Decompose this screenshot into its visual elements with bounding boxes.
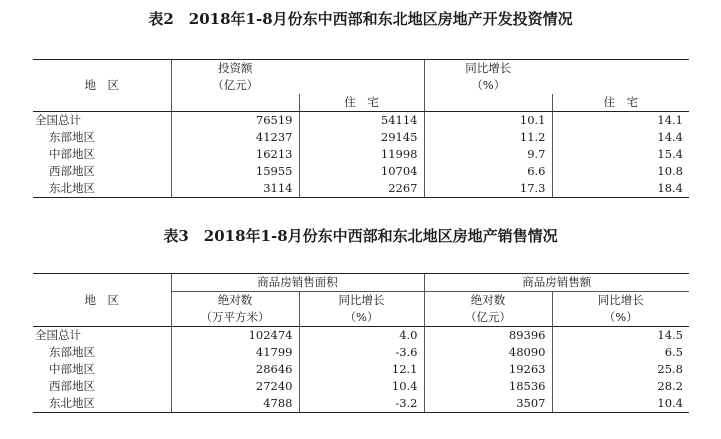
row-region: 全国总计 [35, 113, 81, 127]
region-header: 地 区 [33, 60, 171, 112]
table-row [33, 361, 689, 378]
row-region: 西部地区 [49, 164, 95, 178]
row-investment: 16213 [171, 146, 299, 163]
area-yoy-header [299, 292, 424, 327]
sales-yoy-unit: （%） [603, 310, 638, 324]
table3-title: 表3 2018年1-8月份东中西部和东北地区房地产销售情况 [163, 227, 558, 245]
table-row [33, 112, 689, 130]
yoy-header-unit: （%） [471, 78, 506, 92]
area-absolute-label: 绝对数 [217, 293, 253, 307]
row-area: 102474 [171, 327, 299, 345]
sales-yoy-header [552, 292, 689, 327]
investment-table [33, 59, 689, 198]
investment-header-unit: （亿元） [212, 78, 259, 92]
sales-yoy-label: 同比增长 [597, 293, 644, 307]
residential-header: 住 宅 [299, 94, 424, 112]
row-yoy-residential: 14.4 [552, 129, 689, 146]
region-header: 地 区 [33, 274, 171, 327]
row-sales-yoy: 10.4 [552, 395, 689, 413]
row-area-yoy: 4.0 [299, 327, 424, 345]
area-absolute-header [171, 292, 299, 327]
row-sales-yoy: 25.8 [552, 361, 689, 378]
table-row [33, 163, 689, 180]
sales-table [33, 273, 689, 413]
yoy-residential-header: 住 宅 [552, 94, 689, 112]
table-row [33, 180, 689, 198]
row-yoy: 6.6 [424, 163, 552, 180]
row-area-yoy: -3.2 [299, 395, 424, 413]
row-sales-yoy: 6.5 [552, 344, 689, 361]
row-area: 41799 [171, 344, 299, 361]
row-sales: 89396 [424, 327, 552, 345]
row-region: 东部地区 [49, 130, 95, 144]
table-row [33, 146, 689, 163]
row-sales-yoy: 28.2 [552, 378, 689, 395]
yoy-header [424, 60, 552, 95]
investment-header-spacer [299, 60, 424, 95]
row-investment: 15955 [171, 163, 299, 180]
area-yoy-label: 同比增长 [338, 293, 385, 307]
row-residential: 2267 [299, 180, 424, 198]
table-row [33, 129, 689, 146]
row-yoy: 11.2 [424, 129, 552, 146]
row-yoy-residential: 15.4 [552, 146, 689, 163]
row-yoy-residential: 10.8 [552, 163, 689, 180]
row-area-yoy: 10.4 [299, 378, 424, 395]
row-region: 东北地区 [33, 180, 171, 198]
row-residential: 10704 [299, 163, 424, 180]
area-yoy-unit: （%） [344, 310, 379, 324]
row-region: 中部地区 [49, 362, 95, 376]
row-investment: 41237 [171, 129, 299, 146]
table2-title: 表2 2018年1-8月份东中西部和东北地区房地产开发投资情况 [148, 10, 573, 28]
table-row [33, 378, 689, 395]
row-area: 4788 [171, 395, 299, 413]
row-area-yoy: -3.6 [299, 344, 424, 361]
table-row [33, 327, 689, 345]
row-sales: 19263 [424, 361, 552, 378]
row-investment: 76519 [171, 112, 299, 130]
investment-header-label: 投资额 [218, 61, 253, 75]
table-row [33, 395, 689, 413]
row-area-yoy: 12.1 [299, 361, 424, 378]
yoy-header-label: 同比增长 [465, 61, 512, 75]
row-yoy: 10.1 [424, 112, 552, 130]
row-region: 东北地区 [33, 395, 171, 413]
row-residential: 11998 [299, 146, 424, 163]
row-yoy-residential: 14.1 [552, 112, 689, 130]
row-sales: 18536 [424, 378, 552, 395]
row-investment: 3114 [171, 180, 299, 198]
area-header: 商品房销售面积 [171, 274, 424, 292]
row-yoy: 9.7 [424, 146, 552, 163]
row-region: 全国总计 [35, 328, 81, 342]
row-sales-yoy: 14.5 [552, 327, 689, 345]
row-residential: 54114 [299, 112, 424, 130]
row-residential: 29145 [299, 129, 424, 146]
sales-absolute-unit: （亿元） [465, 310, 511, 324]
table-row [33, 344, 689, 361]
sales-absolute-header [424, 292, 552, 327]
investment-header [171, 60, 299, 95]
investment-subheader-spacer [171, 94, 299, 112]
row-region: 西部地区 [49, 379, 95, 393]
row-region: 中部地区 [49, 147, 95, 161]
sales-absolute-label: 绝对数 [470, 293, 506, 307]
sales-header: 商品房销售额 [424, 274, 689, 292]
area-absolute-unit: （万平方米） [200, 310, 270, 324]
yoy-subheader-spacer [424, 94, 552, 112]
row-sales: 48090 [424, 344, 552, 361]
row-region: 东部地区 [49, 345, 95, 359]
row-yoy: 17.3 [424, 180, 552, 198]
row-sales: 3507 [424, 395, 552, 413]
row-yoy-residential: 18.4 [552, 180, 689, 198]
row-area: 27240 [171, 378, 299, 395]
row-area: 28646 [171, 361, 299, 378]
yoy-header-spacer [552, 60, 689, 95]
